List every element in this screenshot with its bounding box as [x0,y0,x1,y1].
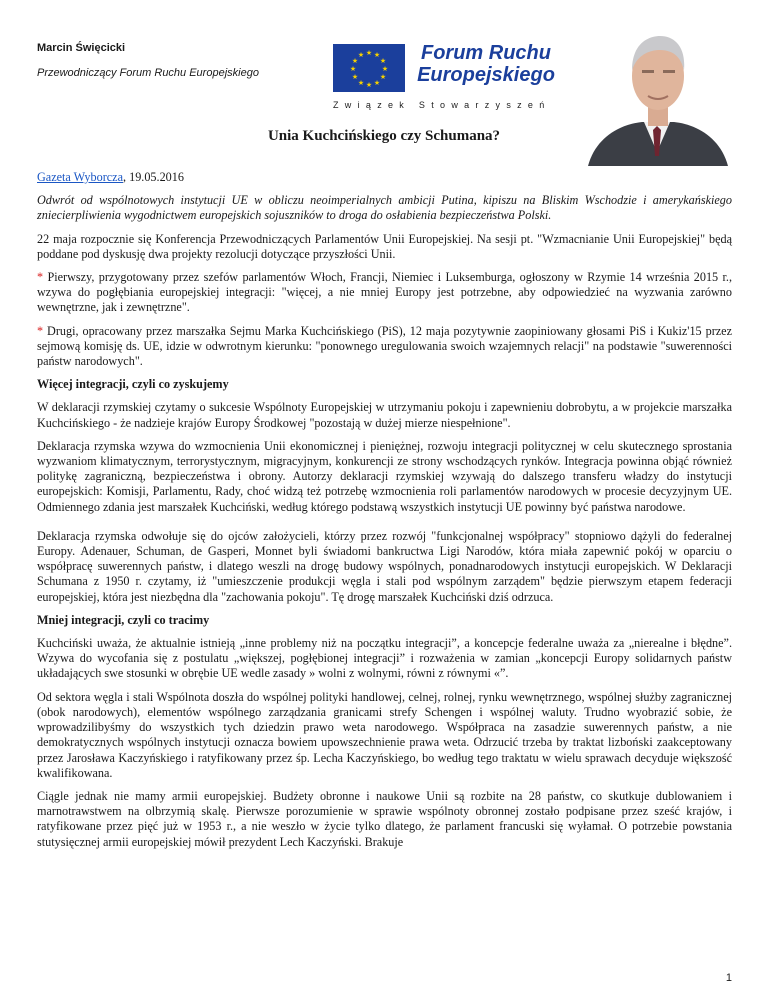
paragraph: Deklaracja rzymska odwołuje się do ojców założycieli, którzy przez rozwój "funkcjonalnej współpracy" stopniowo dążyli do federalnej Europy. Adenauer, Schuman, de Gasperi, Monnet byli świadomi bankructwa Ligi Narodów, która miała zapewnić pokój w oparciu o współpracę suwerennych państw, i dlatego weszli na drogę budowy wspólnych, ponadnarodowych instytucji europejskich. W Deklaracji Schumana z 1950 r. czytamy, iż "umieszczenie produkcji węgla i stali pod wspólnym zarządem" będzie pierwszym etapem federacji europejskiej, która jest niezbędna dla "zachowania pokoju". Tę drogę marszałek Kuchciński dziś odrzuca. [37,528,732,604]
svg-text:★: ★ [379,57,387,65]
bullet-text: Drugi, opracowany przez marszałka Sejmu Marka Kuchcińskiego (PiS), 12 maja pozytywnie zaopiniowany głosami PiS i Kukiz'15 przez sejmową komisję ds. UE, idzie w odwrotnym kierunku: "ponownego uregulowania swoich wzajemnych relacji" na podstawie "suwerenności państw narodowych". [37,323,732,369]
paragraph: Deklaracja rzymska wzywa do wzmocnienia Unii ekonomicznej i pieniężnej, rozwoju integracji politycznej w celu skutecznego sprostania wyzwaniom klimatycznym, terrorystycznym, migracyjnym, konkurencji ze strony wschodzących rynków. Integracja powinna objąć również politykę zagraniczną, bezpieczeństwa i obrony. Autorzy deklaracji rzymskiej wzywają do dalszego transferu władzy do instytucji europejskich: Komisji, Parlamentu, Rady, choć widzą też potrzebę wzmocnienia roli parlamentów narodowych w procesie decyzyjnym UE. Odmiennego zdania jest marszałek Kuchciński, według którego podstawą wszystkich instytucji UE powinny być państwa narodowe. [37,438,732,514]
paragraph: W deklaracji rzymskiej czytamy o sukcesie Wspólnoty Europejskiej w utrzymaniu pokoju i zapewnieniu dobrobytu, a w projekcie marszałka Kuchcińskiego - że nadzieje krajów Europy Środkowej "pozostają w dużej mierze niespełnione". [37,400,732,430]
svg-text:★: ★ [381,65,389,73]
svg-text:★: ★ [357,51,365,59]
source-link[interactable]: Gazeta Wyborcza [37,170,123,184]
article-body [37,170,732,858]
bullet-item [37,270,732,316]
author-portrait [582,26,732,166]
svg-text:★: ★ [351,73,359,81]
source-line [37,170,732,185]
logo-title-line1: Forum Ruchu [421,42,551,64]
author-role: Przewodniczący Forum Ruchu Europejskiego [37,67,259,79]
eu-flag-icon [333,44,405,92]
logo-subtitle: Związek Stowarzyszeń [333,100,551,110]
svg-text:★: ★ [379,73,387,81]
asterisk-icon: * [37,323,44,338]
intro-paragraph: 22 maja rozpocznie się Konferencja Przewodniczących Parlamentów Unii Europejskiej. Na sesji pt. "Wzmacnianie Unii Europejskiej" będą poddane pod dyskusję dwa projekty rezolucji dotyczące przyszłości Unii. [37,231,732,261]
paragraph: Ciągle jednak nie mamy armii europejskiej. Budżety obronne i naukowe Unii są rozbite na 28 państw, co skutkuje dublowaniem i marnotrawstwem na olbrzymią skalę. Pierwsze porozumienie w sprawie wspólnoty obronnej zostało podpisane przez sześć krajów, i ratyfikowane przez pięć już w 1953 r., a nie weszło w życie tylko dlatego, że parlament francuski się wyłamał. O potrzebie powstania stutysięcznej armii europejskiej mówił prezydent Lech Kaczyński. Brakuje [37,788,732,849]
author-block [37,42,259,79]
page-number: 1 [725,972,732,984]
paragraph: Kuchciński uważa, że aktualnie istnieją „inne problemy niż na początku integracji”, a koncepcje federalne uważa za „nierealne i błędne”. Wzywa do wycofania się z postulatu „większej, pogłębionej integracji” i rozważenia w zamian „koncepcji Europy solidarnych państw układających swe stosunki w obrębie UE wedle zasady » wolni z wolnymi, równi z równymi «”. [37,636,732,681]
forum-logo [333,42,559,112]
lead-paragraph: Odwrót od wspólnotowych instytucji UE w obliczu neoimperialnych ambicji Putina, kipiszu na Bliskim Wschodzie i amerykańskiego zniecierpliwienia wygodnictwem europejskich sojuszników to droga do osłabienia bezpieczeństwa Polski. [37,193,732,223]
svg-text:★: ★ [349,65,357,73]
bullet-text: Pierwszy, przygotowany przez szefów parlamentów Włoch, Francji, Niemiec i Luksemburga, ogłoszony w Rzymie 14 września 2015 r., wzywa do pogłębiania europejskiej integracji: "więcej, a nie mniej Europy jest potrzebne, aby odpowiedzieć na wyzwania zarówno wewnętrzne, jak i zewnętrzne". [37,270,732,315]
logo-title-line2: Europejskiego [417,64,555,86]
author-name: Marcin Święcicki [37,42,126,54]
article-title: Unia Kuchcińskiego czy Schumana? [267,128,501,144]
svg-text:★: ★ [357,79,365,87]
asterisk-icon: * [37,270,44,285]
svg-text:★: ★ [373,79,381,87]
section-heading: Więcej integracji, czyli co zyskujemy [37,377,229,392]
svg-text:★: ★ [365,49,373,57]
svg-text:★: ★ [351,57,359,65]
svg-text:★: ★ [365,81,373,89]
publication-date: , 19.05.2016 [123,170,184,184]
svg-text:★: ★ [373,51,381,59]
bullet-item [37,324,732,370]
logo-title [413,42,559,86]
section-heading: Mniej integracji, czyli co tracimy [37,612,210,627]
paragraph: Od sektora węgla i stali Wspólnota doszła do wspólnej polityki handlowej, celnej, rolnej, rynku wewnętrznego, wspólnej służby zagranicznej (obok narodowych), elementów wspólnego zarządzania granicami strefy Schengen i wspólnej waluty. Trudno wyobrazić sobie, że wprowadzilibyśmy do wszystkich tych dziedzin prawo weta narodowego. Współpraca na zasadzie suwerennych państw, a nie demokratycznych wspólnych instytucji oznacza bowiem upowszechnienie prawa weta. Odrzucić trzeba by traktat lizboński zaakceptowany przez Jarosława Kaczyńskiego i ratyfikowany przez śp. Lecha Kaczyńskiego, bo według tego traktatu w wielu sprawach decyduje większość kwalifikowana. [37,689,732,780]
